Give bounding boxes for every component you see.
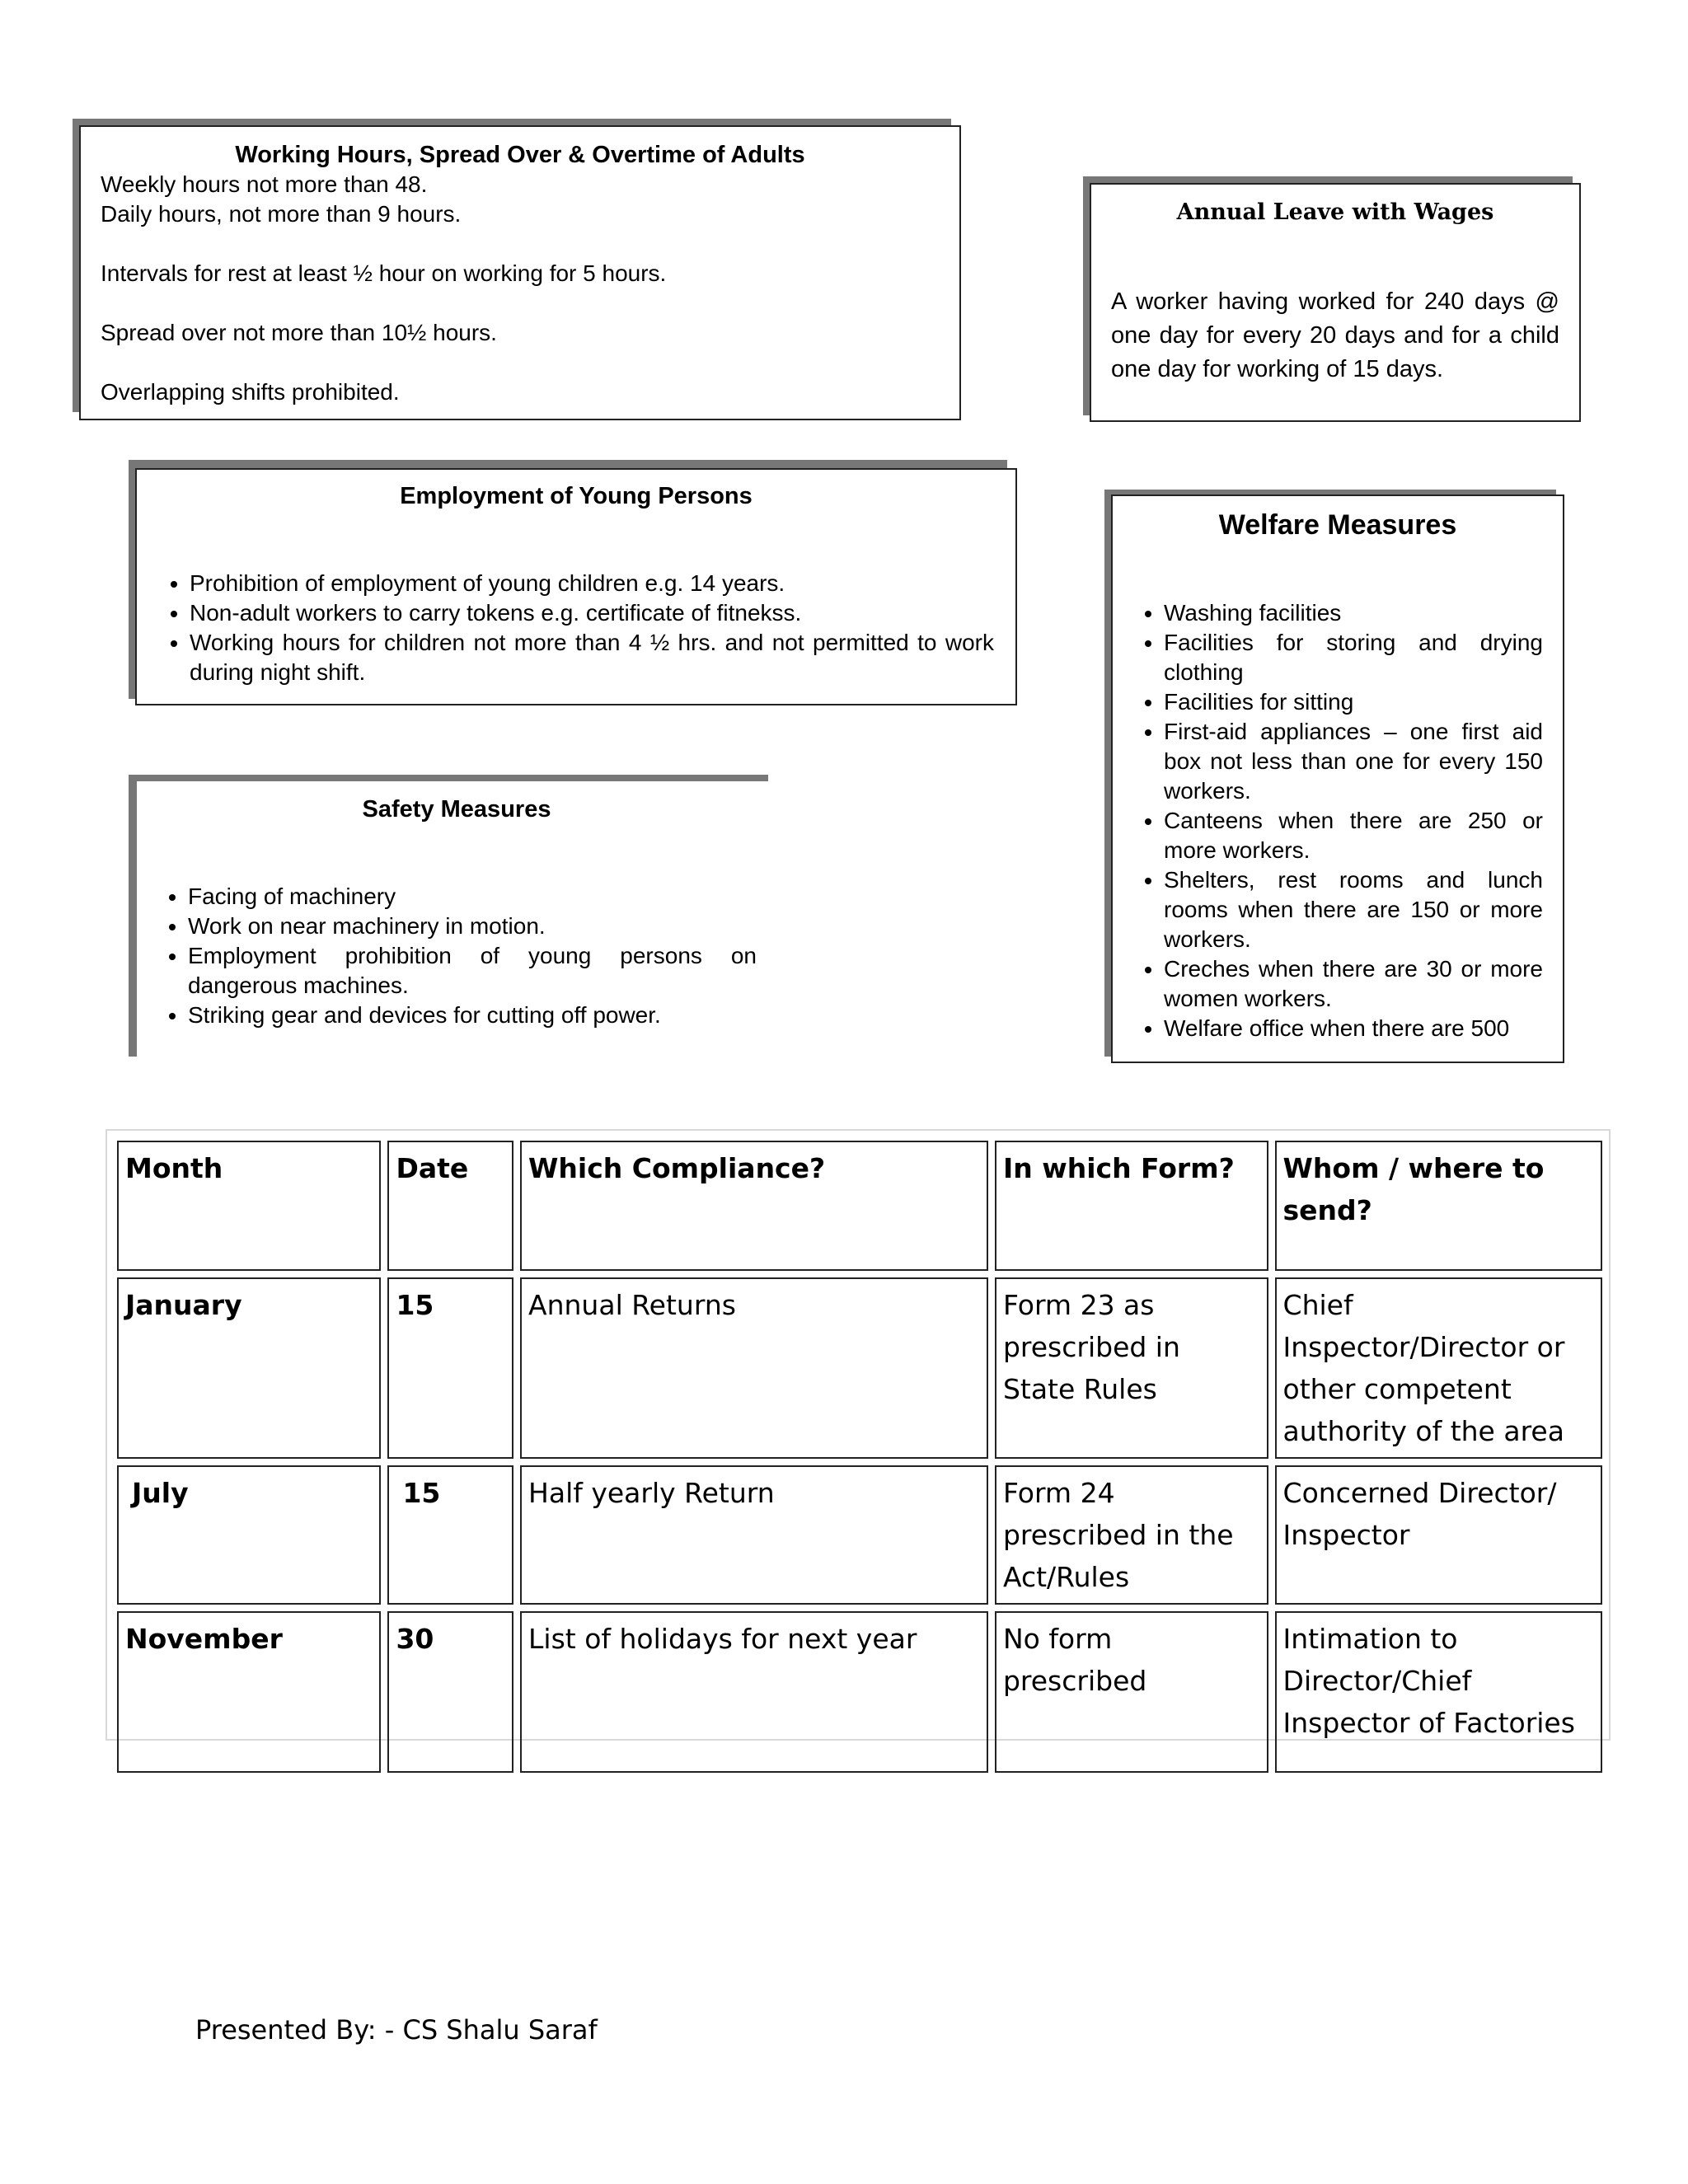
list-item: • Prohibition of employment of young children e.g. 14 years. [190, 569, 994, 598]
compliance-table-frame [106, 1129, 1611, 1741]
annual-leave-box [1090, 183, 1581, 422]
list-item: • First-aid appliances – one first aid box not less than one for every 150 workers. [1164, 717, 1543, 806]
list-item: • Welfare office when there are 500 [1164, 1014, 1543, 1043]
young-persons-title: Employment of Young Persons [400, 483, 753, 509]
table-header-cell: Date [387, 1141, 513, 1271]
welfare-title: Welfare Measures [1218, 509, 1457, 541]
table-cell-recipient: Intimation to Director/Chief Inspector of Factories [1275, 1611, 1602, 1773]
table-cell-month: November [117, 1611, 381, 1773]
table-cell-date: 15 [387, 1465, 513, 1605]
welfare-list [1132, 598, 1543, 1043]
table-cell-month: July [117, 1465, 381, 1605]
table-header-cell: In which Form? [995, 1141, 1268, 1271]
presenter-footer: Presented By: - CS Shalu Saraf [195, 2014, 598, 2046]
table-row [117, 1611, 1602, 1773]
table-cell-recipient: Concerned Director/ Inspector [1275, 1465, 1602, 1605]
safety-box [129, 775, 768, 1057]
safety-title: Safety Measures [362, 796, 551, 823]
table-cell-compliance: List of holidays for next year [520, 1611, 988, 1773]
table-cell-form: No form prescribed [995, 1611, 1268, 1773]
working-hours-line: Spread over not more than 10½ hours. [101, 320, 497, 345]
young-persons-list [158, 569, 994, 687]
table-header-cell: Month [117, 1141, 381, 1271]
working-hours-line: Overlapping shifts prohibited. [101, 379, 400, 405]
working-hours-line: Daily hours, not more than 9 hours. [101, 201, 462, 227]
welfare-box [1111, 494, 1564, 1063]
list-item: • Working hours for children not more than 4 ½ hrs. and not permitted to work during night shift. [190, 628, 994, 687]
list-item: • Washing facilities [1164, 598, 1543, 628]
list-item: • Employment prohibition of young persons on dangerous machines. [188, 941, 757, 1001]
working-hours-line: Weekly hours not more than 48. [101, 171, 428, 197]
table-cell-date: 30 [387, 1611, 513, 1773]
list-item: • Canteens when there are 250 or more workers. [1164, 806, 1543, 865]
table-cell-compliance: Half yearly Return [520, 1465, 988, 1605]
list-item: • Creches when there are 30 or more women workers. [1164, 954, 1543, 1014]
table-row [117, 1277, 1602, 1459]
annual-leave-text: A worker having worked for 240 days @ one day for every 20 days and for a child one day for working of 15 days. [1111, 288, 1559, 382]
compliance-table [110, 1134, 1609, 1779]
list-item: • Striking gear and devices for cutting off power. [188, 1001, 757, 1030]
table-cell-month: January [117, 1277, 381, 1459]
list-item: • Facilities for storing and drying clothing [1164, 628, 1543, 687]
working-hours-box [79, 125, 961, 420]
table-cell-compliance: Annual Returns [520, 1277, 988, 1459]
safety-list [157, 882, 757, 1030]
young-persons-box [135, 468, 1017, 705]
annual-leave-title: Annual Leave with Wages [1176, 199, 1494, 225]
list-item: • Facilities for sitting [1164, 687, 1543, 717]
list-item: • Facing of machinery [188, 882, 757, 912]
table-header-row [117, 1141, 1602, 1271]
table-cell-date: 15 [387, 1277, 513, 1459]
working-hours-line: Intervals for rest at least ½ hour on working for 5 hours. [101, 260, 667, 286]
table-header-cell: Which Compliance? [520, 1141, 988, 1271]
list-item: • Work on near machinery in motion. [188, 912, 757, 941]
table-row [117, 1465, 1602, 1605]
table-cell-form: Form 24 prescribed in the Act/Rules [995, 1465, 1268, 1605]
working-hours-title: Working Hours, Spread Over & Overtime of Adults [235, 142, 805, 168]
table-cell-form: Form 23 as prescribed in State Rules [995, 1277, 1268, 1459]
table-cell-recipient: Chief Inspector/Director or other competent authority of the area [1275, 1277, 1602, 1459]
table-header-cell: Whom / where to send? [1275, 1141, 1602, 1271]
list-item: • Shelters, rest rooms and lunch rooms when there are 150 or more workers. [1164, 865, 1543, 954]
list-item: • Non-adult workers to carry tokens e.g. certificate of fitnekss. [190, 598, 994, 628]
